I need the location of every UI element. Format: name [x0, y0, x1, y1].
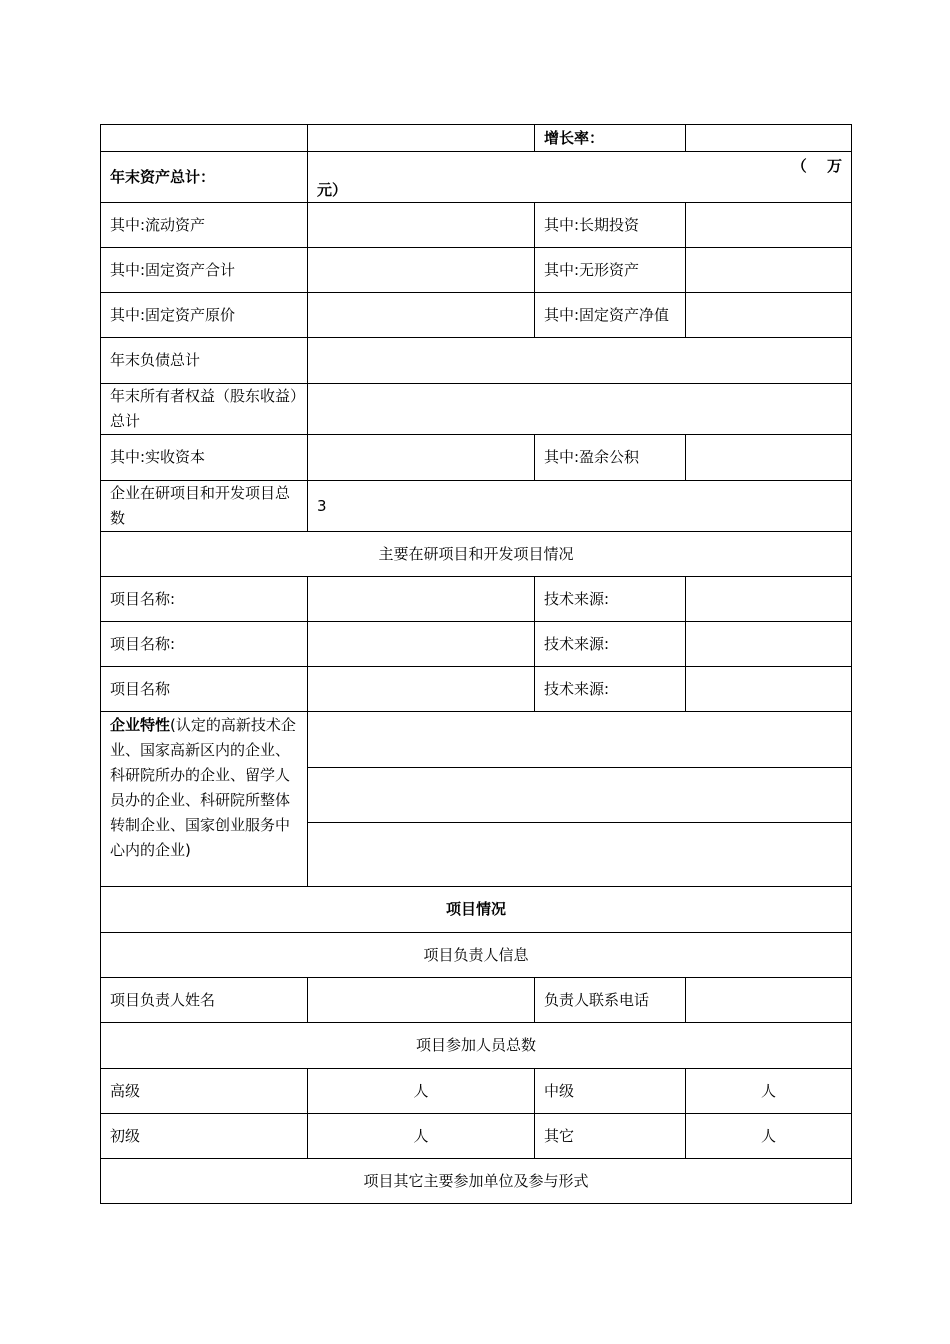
surplus-reserve-value[interactable]: [686, 435, 852, 481]
enterprise-feature-value[interactable]: [308, 712, 852, 768]
owners-equity-row: [101, 384, 852, 435]
middle-count[interactable]: 人: [686, 1069, 852, 1114]
tech-source-label: 技术来源:: [535, 577, 686, 622]
project-row: [101, 577, 852, 622]
staff-heading: 项目参加人员总数: [101, 1023, 852, 1069]
tech-source-value[interactable]: [686, 667, 852, 712]
total-assets-value[interactable]: [308, 152, 852, 203]
cell-blank[interactable]: [308, 125, 535, 152]
middle-label: 中级: [535, 1069, 686, 1114]
leader-row: [101, 978, 852, 1023]
enterprise-feature-bold: 企业特性: [110, 716, 171, 734]
fixed-assets-total-value[interactable]: [308, 248, 535, 293]
project-row: [101, 622, 852, 667]
total-liabilities-row: [101, 338, 852, 384]
project-section-title: 项目情况: [101, 887, 852, 933]
project-count-row: [101, 481, 852, 532]
long-term-investment-label: 其中:长期投资: [535, 203, 686, 248]
project-count-value[interactable]: 3: [308, 481, 852, 532]
junior-label: 初级: [101, 1114, 308, 1159]
staff-row: [101, 1114, 852, 1159]
senior-count[interactable]: 人: [308, 1069, 535, 1114]
paid-in-capital-value[interactable]: [308, 435, 535, 481]
total-liabilities-value[interactable]: [308, 338, 852, 384]
project-name-label: 项目名称:: [101, 622, 308, 667]
surplus-reserve-label: 其中:盈余公积: [535, 435, 686, 481]
staff-row: [101, 1069, 852, 1114]
project-name-label: 项目名称:: [101, 577, 308, 622]
total-assets-label: 年末资产总计：: [101, 152, 308, 203]
owners-equity-value[interactable]: [308, 384, 852, 435]
enterprise-feature-row: [101, 712, 852, 768]
leader-name-value[interactable]: [308, 978, 535, 1023]
enterprise-feature-value[interactable]: [308, 823, 852, 887]
leader-name-label: 项目负责人姓名: [101, 978, 308, 1023]
other-label: 其它: [535, 1114, 686, 1159]
unit-yuan: 元）: [317, 181, 348, 199]
enterprise-feature-value[interactable]: [308, 768, 852, 823]
fixed-assets-original-value[interactable]: [308, 293, 535, 338]
project-row: [101, 667, 852, 712]
fixed-assets-row: [101, 248, 852, 293]
project-name-label: 项目名称: [101, 667, 308, 712]
paid-in-capital-row: [101, 435, 852, 481]
tech-source-label: 技术来源:: [535, 622, 686, 667]
total-assets-row: [101, 152, 852, 203]
long-term-investment-value[interactable]: [686, 203, 852, 248]
fixed-assets-net-value[interactable]: [686, 293, 852, 338]
project-name-value[interactable]: [308, 577, 535, 622]
current-assets-row: [101, 203, 852, 248]
enterprise-feature-detail: (认定的高新技术企业、国家高新区内的企业、科研院所办的企业、留学人员办的企业、科研院所整体转制企业、国家创业服务中心内的企业): [110, 716, 296, 859]
paid-in-capital-label: 其中:实收资本: [101, 435, 308, 481]
current-assets-label: 其中:流动资产: [101, 203, 308, 248]
senior-label: 高级: [101, 1069, 308, 1114]
project-section-row: [101, 887, 852, 933]
leader-heading-row: [101, 933, 852, 978]
leader-heading: 项目负责人信息: [101, 933, 852, 978]
fixed-assets-original-row: [101, 293, 852, 338]
partners-heading: 项目其它主要参加单位及参与形式: [101, 1159, 852, 1204]
tech-source-label: 技术来源:: [535, 667, 686, 712]
project-name-value[interactable]: [308, 667, 535, 712]
leader-phone-label: 负责人联系电话: [535, 978, 686, 1023]
growth-rate-label: 增长率：: [535, 125, 686, 152]
enterprise-info-form: [100, 124, 852, 1204]
project-name-value[interactable]: [308, 622, 535, 667]
growth-row: [101, 125, 852, 152]
tech-source-value[interactable]: [686, 577, 852, 622]
enterprise-feature-label: [101, 712, 308, 887]
projects-heading: 主要在研项目和开发项目情况: [101, 532, 852, 577]
cell-blank[interactable]: [101, 125, 308, 152]
growth-rate-value[interactable]: [686, 125, 852, 152]
partners-heading-row: [101, 1159, 852, 1204]
intangible-assets-label: 其中:无形资产: [535, 248, 686, 293]
junior-count[interactable]: 人: [308, 1114, 535, 1159]
tech-source-value[interactable]: [686, 622, 852, 667]
leader-phone-value[interactable]: [686, 978, 852, 1023]
other-count[interactable]: 人: [686, 1114, 852, 1159]
fixed-assets-original-label: 其中:固定资产原价: [101, 293, 308, 338]
fixed-assets-total-label: 其中:固定资产合计: [101, 248, 308, 293]
staff-heading-row: [101, 1023, 852, 1069]
unit-wan: （ 万: [791, 157, 842, 175]
total-liabilities-label: 年末负债总计: [101, 338, 308, 384]
intangible-assets-value[interactable]: [686, 248, 852, 293]
project-count-label: 企业在研项目和开发项目总数: [101, 481, 308, 532]
projects-heading-row: [101, 532, 852, 577]
fixed-assets-net-label: 其中:固定资产净值: [535, 293, 686, 338]
current-assets-value[interactable]: [308, 203, 535, 248]
owners-equity-label: 年末所有者权益（股东收益）总计: [101, 384, 308, 435]
